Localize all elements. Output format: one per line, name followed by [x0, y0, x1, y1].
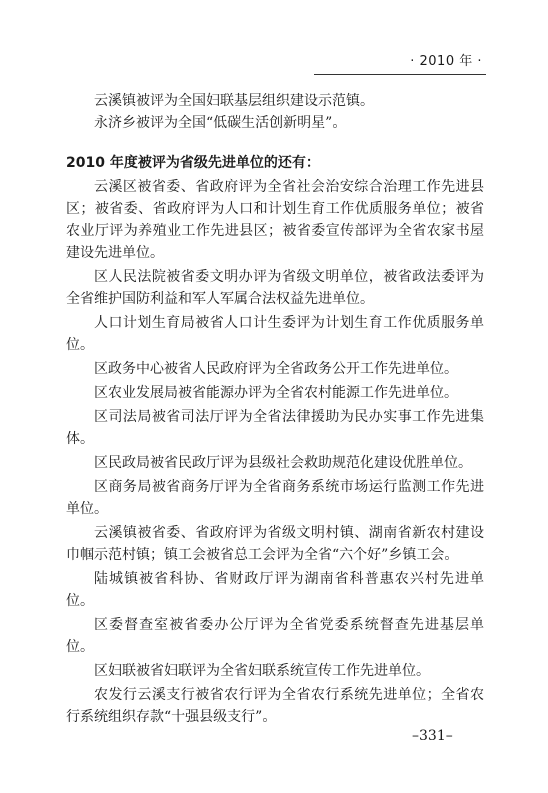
body-paragraph: 区委督查室被省委办公厅评为全省党委系统督查先进基层单位。 — [66, 617, 484, 655]
page-body — [66, 90, 484, 728]
intro-paragraph: 云溪镇被评为全国妇联基层组织建设示范镇。 — [94, 93, 374, 109]
page-number: –331– — [412, 728, 453, 744]
body-paragraph: 区民政局被省民政厅评为县级社会救助规范化建设优胜单位。 — [94, 455, 472, 471]
body-paragraph: 陆城镇被省科协、省财政厅评为湖南省科普惠农兴村先进单位。 — [66, 571, 484, 609]
section-heading: 2010 年度被评为省级先进单位的还有： — [66, 155, 320, 171]
body-paragraph: 云溪镇被省委、省政府评为省级文明村镇、湖南省新农村建设巾帼示范村镇；镇工会被省总工会评为全省“六个好”乡镇工会。 — [66, 525, 484, 563]
body-paragraph: 人口计划生育局被省人口计生委评为计划生育工作优质服务单位。 — [66, 315, 484, 353]
intro-paragraph: 永济乡被评为全国“低碳生活创新明星”。 — [94, 115, 347, 131]
body-paragraph: 区司法局被省司法厅评为全省法律援助为民办实事工作先进集体。 — [66, 409, 484, 447]
header-rule — [314, 74, 486, 75]
body-paragraph: 云溪区被省委、省政府评为全省社会治安综合治理工作先进县区；被省委、省政府评为人口和计划生育工作优质服务单位；被省农业厅评为养殖业工作先进县区；被省委宣传部评为全省农家书屋建设先进单位。 — [66, 179, 484, 261]
body-paragraph: 区农业发展局被省能源办评为全省农村能源工作先进单位。 — [94, 385, 458, 401]
body-paragraph: 区妇联被省妇联评为全省妇联系统宣传工作先进单位。 — [94, 663, 430, 679]
body-paragraph: 区政务中心被省人民政府评为全省政务公开工作先进单位。 — [94, 361, 458, 377]
running-head: · 2010 年 · — [410, 54, 482, 69]
body-paragraph: 区商务局被省商务厅评为全省商务系统市场运行监测工作先进单位。 — [66, 479, 484, 517]
body-paragraph: 农发行云溪支行被省农行评为全省农行系统先进单位；全省农行系统组织存款“十强县级支行”。 — [66, 687, 484, 725]
body-paragraph: 区人民法院被省委文明办评为省级文明单位，被省政法委评为全省维护国防利益和军人军属合法权益先进单位。 — [66, 269, 484, 307]
